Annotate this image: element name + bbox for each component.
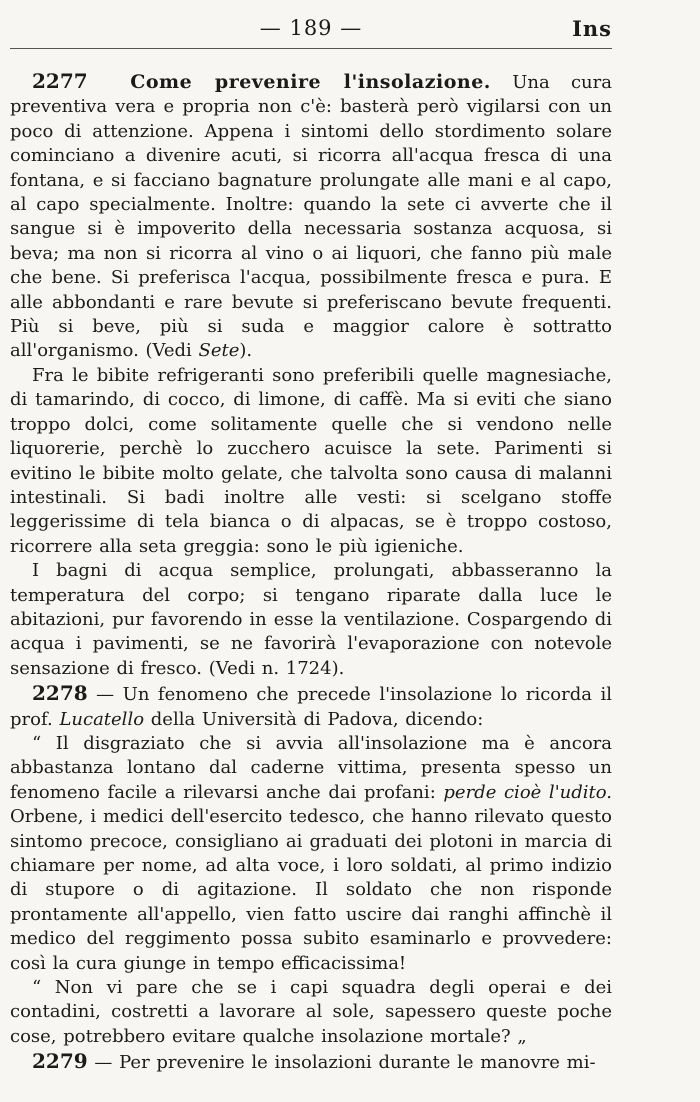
quote-text: Orbene, i medici dell'esercito tedesco, che hanno rilevato questo sintomo precoce, consigliano ai graduati dei plotoni in marcia di chiamare per nome, ad alta voce, i loro soldati, al primo indizio di stupore o di agitazione. Il soldato che non risponde prontamente all'appello, vien fatto uscire dai ranghi affinchè il medico del reggimento possa subito esaminarlo e provvedere: così la cura giunge in tempo efficacissima!: [10, 806, 612, 974]
paragraph-text: ).: [239, 340, 253, 362]
section-tag: Ins: [572, 16, 612, 41]
entry-number: 2277: [32, 69, 88, 93]
paragraph-text: della Università di Padova, dicendo:: [144, 708, 484, 730]
entry-2279-paragraph: [10, 1049, 612, 1075]
quote-text: “ Il disgraziato che si avvia all'insolazione ma è ancora abbastanza lontano dal caderne vittima, presenta spesso un fenomeno facile a rilevarsi anche dai profani:: [10, 732, 612, 803]
running-header: [10, 8, 612, 49]
cross-reference: Sete: [198, 340, 240, 362]
entry-title: Come prevenire l'insolazione.: [130, 71, 491, 93]
entry-number: 2279: [32, 1049, 88, 1074]
book-page: [10, 8, 612, 1076]
entry-2277-paragraph-1: [10, 69, 612, 364]
paragraph-text: — Per prevenire le insolazioni durante le manovre mi-: [87, 1052, 596, 1074]
entry-2278-quote-1: [10, 732, 612, 976]
entry-2278-quote-2: “ Non vi pare che se i capi squadra degli operai e dei contadini, costretti a lavorare al sole, sapessero queste poche cose, potrebbero evitare qualche insolazione mortale? „: [10, 977, 612, 1047]
entry-number: 2278: [32, 681, 88, 706]
entry-2278-intro: [10, 681, 612, 732]
page-number: — 189 —: [259, 16, 363, 40]
entry-2277-paragraph-3: I bagni di acqua semplice, prolungati, abbasseranno la temperatura del corpo; si tengano riparate dalla luce le abitazioni, pur favorendo in esse la ventilazione. Cospargendo di acqua i pavimenti, se ne favorirà l'evaporazione con notevole sensazione di fresco. (Vedi n. 1724).: [10, 560, 612, 679]
author-name: Lucatello: [59, 708, 145, 730]
paragraph-text: Una cura preventiva vera e propria non c'è: basterà però vigilarsi con un poco di attenzione. Appena i sintomi dello stordimento solare cominciano a divenire acuti, si ricorra all'acqua fresca di una fontana, e si facciano bagnature prolungate alle mani e al capo, al capo specialmente. Inoltre: quando la sete ci avverte che il sangue si è impoverito della necessaria sostanza acquosa, si beva; ma non si ricorra al vino o ai liquori, che fanno più male che bene. Si preferisca l'acqua, possibilmente fresca e pura. E alle abbondanti e rare bevute si preferiscano bevute frequenti. Più si beve, più si suda e maggior calore è sottratto all'organismo. (Vedi: [10, 72, 612, 362]
quote-emphasis: perde cioè l'udito.: [443, 781, 612, 803]
entry-2277-paragraph-2: Fra le bibite refrigeranti sono preferibili quelle magnesiache, di tamarindo, di cocco, di limone, di caffè. Ma si eviti che siano troppo dolci, come solitamente quelle che si vendono nelle liquorerie, perchè lo zucchero acuisce la sete. Parimenti si evitino le bibite molto gelate, che talvolta sono causa di malanni intestinali. Si badi inoltre alle vesti: si scelgano stoffe leggerissime di tela bianca o di alpacas, se è troppo costoso, ricorrere alla seta greggia: sono le più igieniche.: [10, 364, 612, 557]
paragraph-text: — Un fenomeno che precede l'insolazione lo ricorda il prof.: [10, 684, 612, 730]
